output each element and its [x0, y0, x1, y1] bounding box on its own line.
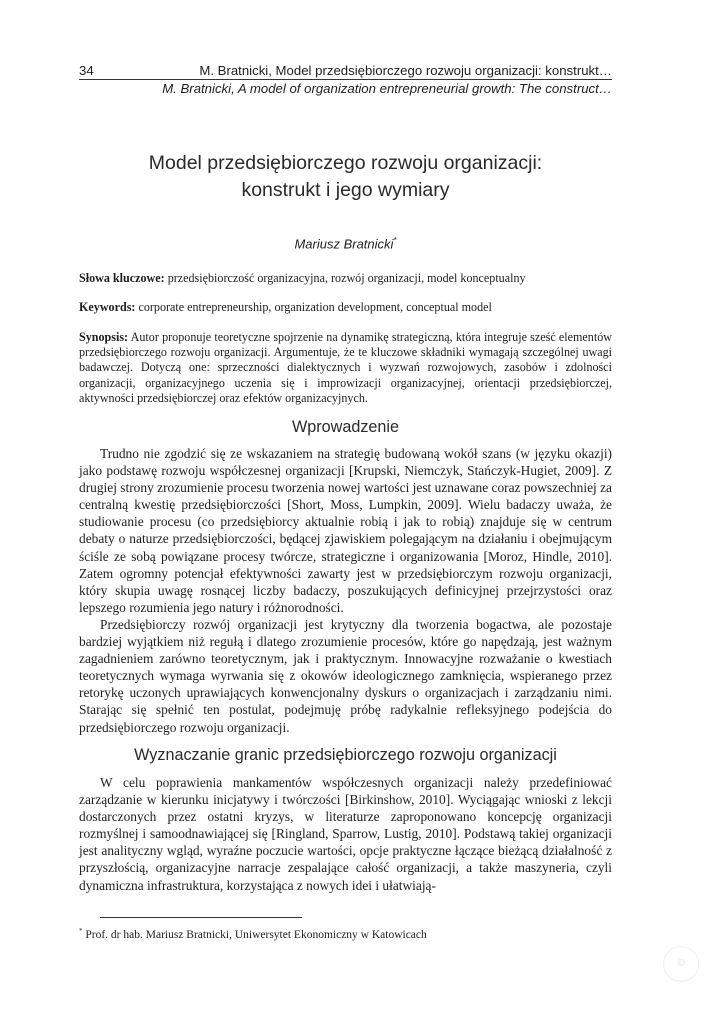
title-line-1: Model przedsiębiorczego rozwoju organizacji: — [148, 152, 543, 174]
running-title-english: M. Bratnicki, A model of organization entrepreneurial growth: The construct… — [162, 81, 612, 96]
watermark-stamp-icon: © — [663, 946, 699, 982]
keywords-polish — [79, 271, 612, 286]
section-boundaries-body — [79, 774, 612, 894]
keywords-polish-label: Słowa kluczowe: — [79, 271, 165, 285]
synopsis-label: Synopsis: — [79, 330, 129, 344]
footnote-text: Prof. dr hab. Mariusz Bratnicki, Uniwersytet Ekonomiczny w Katowicach — [82, 928, 427, 941]
synopsis-text: Autor proponuje teoretyczne spojrzenie na dynamikę strategiczną, która integruje sześć elementów przedsiębiorczego rozwoju organizacji. Argumentuje, że te kluczowe składniki wymagają szczególnej uwagi badawczej. Dotyczą one: sprzeczności dialektycznych i wyzwań rozwojowych, zasobów i zdolności organizacji, organizacyjnego uczenia się i improwizacji organizacyjnej, orientacji przedsiębiorczej, aktywności przedsiębiorczej oraz efektów organizacyjnych. — [79, 330, 612, 405]
page-number: 34 — [79, 63, 94, 78]
keywords-english-text: corporate entrepreneurship, organization development, conceptual model — [135, 300, 492, 314]
title-line-2: konstrukt i jego wymiary — [241, 179, 450, 201]
keywords-english-label: Keywords: — [79, 300, 136, 314]
footnote-separator — [100, 917, 302, 918]
section-heading-introduction: Wprowadzenie — [291, 418, 400, 436]
author-name: Mariusz Bratnicki — [294, 236, 394, 252]
author-line — [79, 236, 612, 251]
keywords-polish-text: przedsiębiorczość organizacyjna, rozwój organizacji, model konceptualny — [164, 271, 526, 285]
synopsis — [79, 330, 612, 406]
author-footnote-mark: * — [393, 236, 397, 245]
footnote — [79, 927, 612, 941]
paragraph: Przedsiębiorczy rozwój organizacji jest krytyczny dla tworzenia bogactwa, ale pozostaje bardziej wyjątkiem niż regułą i dlatego zrozumienie procesów, które go napędzają, jest ważnym zagadnieniem zarówno teoretycznym, jak i praktycznym. Innowacyjne rozważanie o kwestiach teoretycznych wymaga wyrwania się z okowów ideologicznego zamknięcia, wspieranego przez retorykę uczonych uprawiających konwencjonalny dyskurs o organizacjach i zarządzaniu nimi. Starając się spełnić ten postulat, podejmuję próbę radykalnie refleksyjnego podejścia do przedsiębiorczego rozwoju organizacji. — [79, 616, 612, 735]
section-introduction-body — [79, 445, 612, 736]
running-header — [79, 62, 612, 97]
running-title-polish: M. Bratnicki, Model przedsiębiorczego rozwoju organizacji: konstrukt… — [199, 63, 612, 78]
header-row-polish — [79, 62, 612, 80]
footnote-mark: * — [79, 927, 83, 935]
paragraph: W celu poprawienia mankamentów współczesnych organizacji należy przedefiniować zarządzanie w kierunku inicjatywy i twórczości [Birkinshow, 2010]. Wyciągając wnioski z lekcji dostarczonych przez ostatni kryzys, w literaturze zaproponowano koncepcję organizacji rozmyślnej i samoodnawiającej się [Ringland, Sparrow, Lustig, 2010]. Podstawą takiej organizacji jest analityczny wgląd, wyraźne poczucie wartości, opcje praktyczne łączące bieżącą działalność z przyszłością, organizacyjne narracje zespalające całość organizacji, a także maszyneria, czyli dynamiczna infrastruktura, korzystająca z nowych idei i ułatwiają- — [79, 775, 612, 893]
article-title — [79, 150, 612, 204]
paragraph: Trudno nie zgodzić się ze wskazaniem na strategię budowaną wokół szans (w języku okazji) jako podstawę rozwoju współczesnej organizacji [Krupski, Niemczyk, Stańczyk-Hugiet, 2009]. Z drugiej strony zrozumienie procesu tworzenia nowej wartości jest uznawane coraz powszechniej za centralną kwestię przedsiębiorczości [Short, Moss, Lumpkin, 2009]. Wielu badaczy uważa, że studiowanie procesu (co przedsiębiorcy aktualnie robią i jak to robią) znajduje się w centrum debaty o naturze przedsiębiorczości, będącej zjawiskiem polegającym na działaniu i obejmującym ściśle ze sobą powiązane procesy twórcze, strategiczne i organizowania [Moroz, Hindle, 2010]. Zatem ogromny potencjał efektywności zawarty jest w przedsiębiorczym rozwoju organizacji, który skupia uwagę rosnącej liczby badaczy, poszukujących definicyjnej przejrzystości oraz lepszego rozumienia jego natury i różnorodności. — [79, 446, 612, 615]
section-heading-boundaries: Wyznaczanie granic przedsiębiorczego rozwoju organizacji — [134, 746, 557, 764]
keywords-english — [79, 300, 612, 315]
